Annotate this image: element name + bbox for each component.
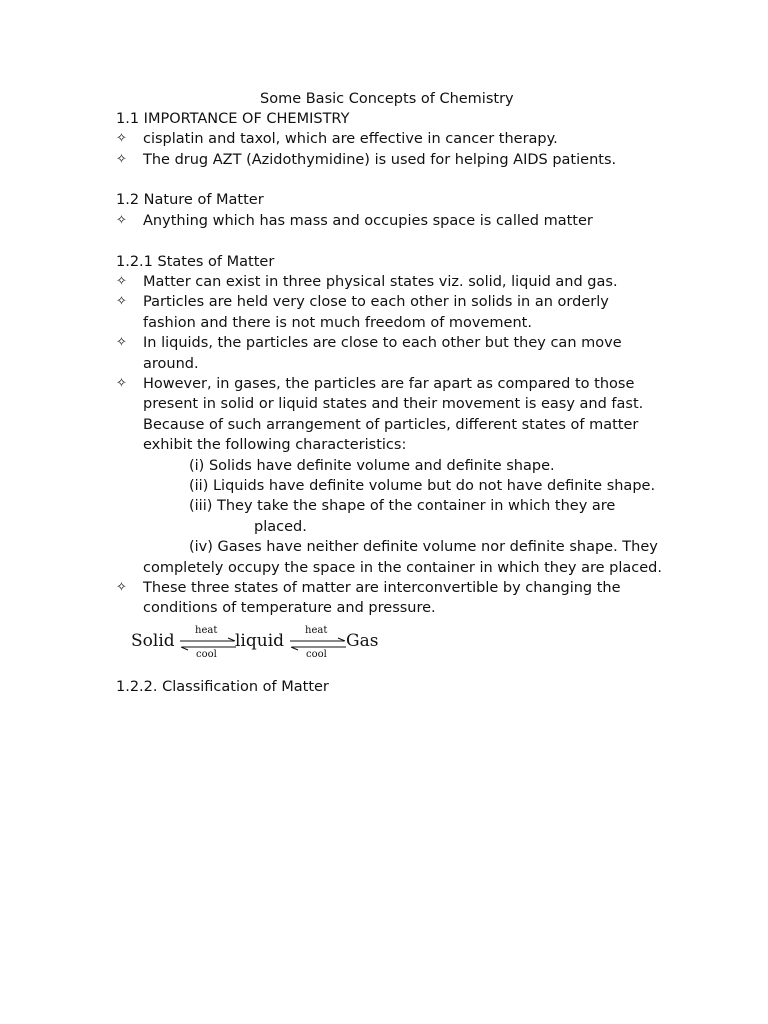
bullet-text-continued: around.	[143, 356, 199, 372]
equation-cool-label: cool	[306, 649, 327, 660]
bullet-icon: ✧	[116, 152, 127, 167]
section-heading-nature-of-matter: 1.2 Nature of Matter	[116, 192, 264, 208]
state-interconversion-equation	[128, 620, 388, 660]
bullet-icon: ✧	[116, 294, 127, 309]
bullet-text: Matter can exist in three physical states viz. solid, liquid and gas.	[143, 274, 618, 290]
bullet-text-continued: Because of such arrangement of particles, different states of matter	[143, 417, 639, 433]
bullet-text: These three states of matter are interconvertible by changing the	[143, 580, 621, 596]
characteristic-item: (iv) Gases have neither definite volume nor definite shape. They	[189, 539, 658, 555]
characteristic-item-continued: placed.	[254, 519, 307, 535]
equation-cool-label: cool	[196, 649, 217, 660]
section-heading-classification-of-matter: 1.2.2. Classification of Matter	[116, 679, 329, 695]
equation-solid: Solid	[131, 631, 175, 651]
bullet-icon: ✧	[116, 274, 127, 289]
section-heading-states-of-matter: 1.2.1 States of Matter	[116, 254, 275, 270]
bullet-text-continued: present in solid or liquid states and their movement is easy and fast.	[143, 396, 644, 412]
bullet-text: The drug AZT (Azidothymidine) is used for helping AIDS patients.	[143, 152, 617, 168]
characteristic-item: (ii) Liquids have definite volume but do not have definite shape.	[189, 478, 656, 494]
bullet-text: Anything which has mass and occupies space is called matter	[143, 213, 593, 229]
bullet-text: Particles are held very close to each other in solids in an orderly	[143, 294, 609, 310]
bullet-text: However, in gases, the particles are far apart as compared to those	[143, 376, 635, 392]
bullet-icon: ✧	[116, 213, 127, 228]
bullet-text-continued: fashion and there is not much freedom of movement.	[143, 315, 532, 331]
characteristic-item: (i) Solids have definite volume and definite shape.	[189, 458, 555, 474]
equation-liquid: liquid	[235, 631, 285, 651]
bullet-icon: ✧	[116, 335, 127, 350]
bullet-text-continued: conditions of temperature and pressure.	[143, 600, 436, 616]
bullet-text: cisplatin and taxol, which are effective in cancer therapy.	[143, 131, 558, 147]
characteristic-item: (iii) They take the shape of the container in which they are	[189, 498, 616, 514]
bullet-icon: ✧	[116, 131, 127, 146]
equation-gas: Gas	[346, 631, 379, 651]
bullet-icon: ✧	[116, 580, 127, 595]
bullet-text-continued: exhibit the following characteristics:	[143, 437, 407, 453]
characteristic-item-continued: completely occupy the space in the container in which they are placed.	[143, 560, 662, 576]
bullet-icon: ✧	[116, 376, 127, 391]
page-title: Some Basic Concepts of Chemistry	[260, 91, 514, 107]
equation-heat-label: heat	[195, 625, 218, 636]
bullet-text: In liquids, the particles are close to each other but they can move	[143, 335, 622, 351]
equation-heat-label: heat	[305, 625, 328, 636]
section-heading-importance: 1.1 IMPORTANCE OF CHEMISTRY	[116, 111, 350, 127]
